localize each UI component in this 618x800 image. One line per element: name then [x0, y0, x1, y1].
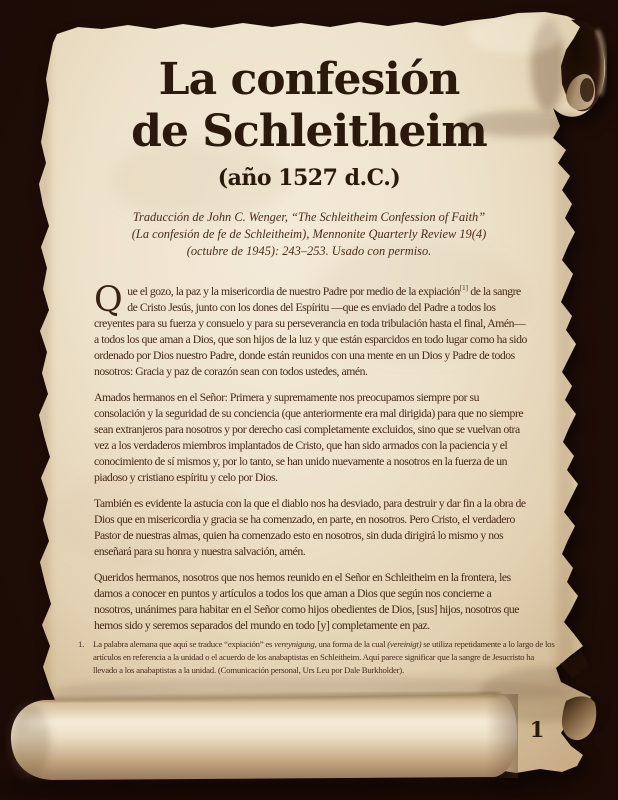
- footnote-part3: se utiliza repetidamente a lo largo de los artículos en referencia a la unidad o el acuerdo de los anabaptistas en Schleitheim. Aquí parece significar que la sangre de Jesucristo ha llevado a los anabaptistas a la unidad. (Comunicación personal, Urs Leu por Dale Burkholder).: [93, 639, 555, 675]
- footnote-part1: La palabra alemana que aquí se traduce “expiación” es: [93, 639, 275, 649]
- attribution-line3: (octubre de 1945): 243–253. Usado con permiso.: [186, 244, 432, 258]
- title-year-subtitle: (año 1527 d.C.): [217, 165, 401, 191]
- page-title: [0, 54, 618, 158]
- page-number: 1: [529, 717, 545, 742]
- attribution-line2: (La confesión de fe de Schleitheim), Mennonite Quarterly Review 19(4): [131, 227, 487, 241]
- attribution-line1: Traducción de John C. Wenger, “The Schleitheim Confession of Faith”: [132, 210, 486, 224]
- footnote-marker: 1.: [78, 639, 85, 649]
- footnote: [78, 638, 558, 677]
- body-paragraph-1: [94, 280, 532, 380]
- page-title-line2: de Schleitheim: [131, 106, 487, 157]
- paragraph-1-text: ue el gozo, la paz y la misericordia de nuestro Padre por medio de la expiación: [127, 285, 460, 298]
- body-paragraph-2: Amados hermanos en el Señor: Primera y supremamente nos preocupamos siempre por su consolación y la seguridad de su conciencia (que anteriormente era mal dirigida) para que no siempre sean extranjeros para nosotros y por derecho casi completamente excluidos, sino que se vuelvan otra vez a los verdaderos miembros implantados de Cristo, que han sido armados con la paciencia y el conocimiento de sí mismos y, por lo tanto, se han unido nuevamente a nosotros en la fuerza de un piadoso y cristiano espíritu y celo por Dios.: [94, 391, 524, 484]
- page-title-line1: La confesión: [158, 54, 460, 105]
- body-paragraph-3: También es evidente la astucia con la que el diablo nos ha desviado, para destruir y dar fin a la obra de Dios que en misericordia y gracia se ha comenzado, en parte, en nosotros. Pero Cristo, el verdadero Pastor de nuestras almas, quien ha comenzado esto en nosotros, sin duda dirigirá lo mismo y nos enseñará para su honra y nuestra salvación, amén.: [94, 497, 526, 558]
- attribution: [0, 209, 618, 260]
- paragraph-1-text-after-ref: de la sangre de Cristo Jesús, junto con los dones del Espíritu —que es enviado del Padre a todos los creyentes para su fuerza y consuelo y para su perseverancia en toda tribulación hasta el final, Amén— a todos los que aman a Dios, que son hijos de la luz y que están esparcidos en todo lugar como ha sido ordenado por Dios nuestro Padre, donde están reunidos con una mente en un Dios y Padre de todos nosotros: Gracia y paz de corazón sean con todos ustedes, amén.: [94, 285, 527, 378]
- body-paragraph-4: Queridos hermanos, nosotros que nos hemos reunido en el Señor en Schleitheim en la frontera, les damos a conocer en puntos y artículos a todos los que aman a Dios que según nos concierne a nosotros, unánimes para habitar en el Señor como hijos obedientes de Dios, [sus] hijos, nosotros que hemos sido y seremos separados del mundo en todo [y] completamente en paz.: [94, 571, 520, 632]
- dropcap-letter: Q: [94, 280, 123, 320]
- footnote-text: [93, 638, 558, 677]
- body-text: [94, 280, 532, 644]
- footnote-italic2: (vereinigt): [387, 639, 422, 649]
- footnote-italic1: vereynigung: [274, 639, 315, 649]
- footnote-part2: , una forma de la cual: [314, 639, 388, 649]
- footnote-reference: [1]: [459, 284, 468, 292]
